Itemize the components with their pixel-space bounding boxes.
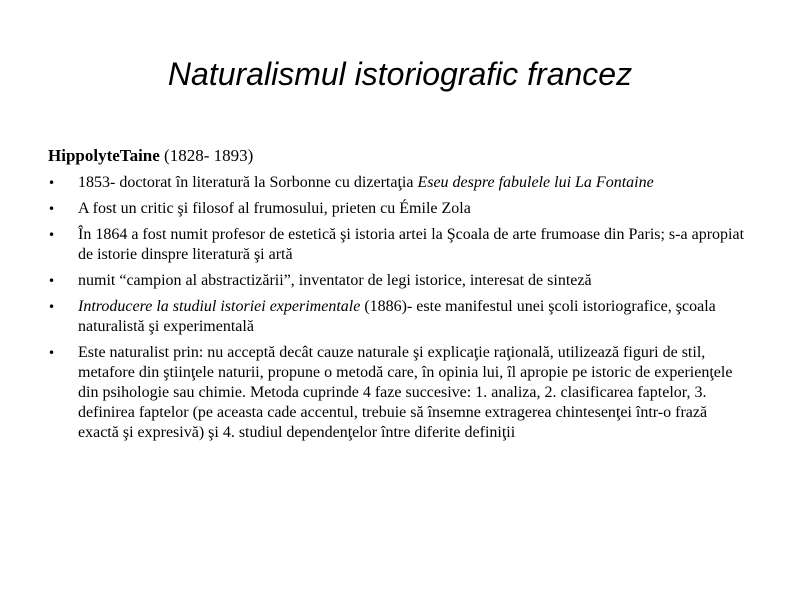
heading-name: HippolyteTaine [48, 146, 160, 165]
bullet-italic-text: Introducere la studiul istoriei experimentale [78, 298, 361, 315]
bullet-item [48, 271, 748, 291]
bullet-text: numit “campion al abstractizării”, inventator de legi istorice, interesat de sinteză [78, 272, 592, 289]
heading-years: (1828- 1893) [159, 146, 254, 165]
bullet-text: În 1864 a fost numit profesor de estetică şi istoria artei la Şcoala de arte frumoase din Paris; s-a apropiat de istorie dinspre literatură şi artă [78, 226, 745, 263]
bullet-icon: • [48, 176, 56, 190]
bullet-text: A fost un critic şi filosof al frumosului, prieten cu Émile Zola [78, 200, 471, 217]
bullet-icon: • [48, 300, 56, 314]
bullet-icon: • [48, 274, 56, 288]
bullet-item [48, 199, 748, 219]
slide-title: Naturalismul istoriografic francez [167, 56, 633, 92]
bullet-text: 1853- doctorat în literatură la Sorbonne cu dizertaţia [78, 174, 418, 191]
bullet-icon: • [48, 202, 56, 216]
bullet-icon: • [48, 346, 56, 360]
bullet-icon: • [48, 228, 56, 242]
bullet-item [48, 343, 748, 443]
bullet-text: (1886)- este manifestul unei şcoli istoriografice, şcoala naturalistă şi experimentală [78, 298, 716, 335]
bullet-text: Este naturalist prin: nu acceptă decât cauze naturale şi explicaţie raţională, utilizează figuri de stil, metafore din ştiinţele naturii, propune o metodă care, în opinia lui, îl apropie pe istoric de experienţele din psihologie sau chimie. Metoda cuprinde 4 faze succesive: 1. analiza, 2. clasificarea faptelor, 3. definirea faptelor (pe aceasta cade accentul, trebuie să însemne extragerea chintesenţei într-o frază exactă şi expresivă) şi 4. studiul dependenţelor între diferite definiţii [78, 344, 733, 441]
bullet-item [48, 297, 748, 337]
bullet-list [48, 173, 748, 443]
section-heading [48, 146, 748, 166]
bullet-italic-text: Eseu despre fabulele lui La Fontaine [417, 174, 654, 191]
bullet-item [48, 225, 748, 265]
slide-content [48, 146, 748, 449]
bullet-item [48, 173, 748, 193]
